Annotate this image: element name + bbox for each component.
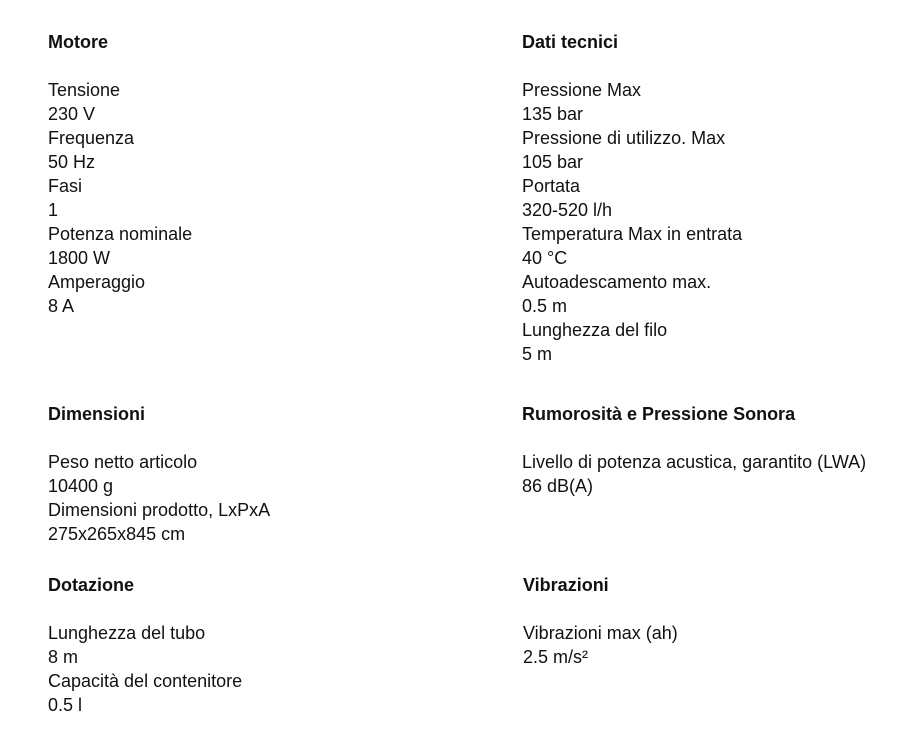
spec-value: 230 V (48, 104, 96, 124)
spec-value: 8 A (48, 296, 75, 316)
section-title-dati-tecnici: Dati tecnici (522, 32, 619, 52)
section-motore (48, 30, 448, 318)
spec-value: 1800 W (48, 248, 111, 268)
spec-row (522, 174, 922, 222)
spec-value: 50 Hz (48, 152, 96, 172)
spec-list-dotazione (48, 621, 448, 717)
section-title-dotazione: Dotazione (48, 575, 135, 595)
spec-value: 320-520 l/h (522, 200, 613, 220)
spec-row (522, 126, 922, 174)
spec-row (48, 222, 448, 270)
spec-row (522, 318, 922, 366)
spec-list-rumorosita (522, 450, 922, 498)
spec-row (522, 222, 922, 270)
spec-value: 0.5 m (522, 296, 568, 316)
section-dati-tecnici (522, 30, 922, 366)
spec-row (48, 621, 448, 669)
spec-label: Portata (522, 176, 581, 196)
spec-row (48, 78, 448, 126)
section-dotazione (48, 573, 448, 717)
spec-label: Potenza nominale (48, 224, 193, 244)
spec-label: Autoadescamento max. (522, 272, 712, 292)
spec-label: Frequenza (48, 128, 135, 148)
spec-value: 5 m (522, 344, 553, 364)
spec-label: Pressione di utilizzo. Max (522, 128, 726, 148)
spec-value: 0.5 l (48, 695, 83, 715)
spec-label: Vibrazioni max (ah) (523, 623, 678, 643)
spec-label: Fasi (48, 176, 83, 196)
spec-label: Lunghezza del filo (522, 320, 668, 340)
section-title-dimensioni: Dimensioni (48, 404, 146, 424)
spec-row (523, 621, 923, 669)
spec-list-motore (48, 78, 448, 318)
section-title-rumorosita: Rumorosità e Pressione Sonora (522, 404, 796, 424)
spec-row (48, 174, 448, 222)
spec-value: 1 (48, 200, 59, 220)
spec-row (48, 270, 448, 318)
spec-list-dimensioni (48, 450, 448, 546)
spec-list-dati-tecnici (522, 78, 922, 366)
spec-row (522, 270, 922, 318)
spec-value: 86 dB(A) (522, 476, 594, 496)
section-dimensioni (48, 402, 448, 546)
spec-value: 275x265x845 cm (48, 524, 186, 544)
spec-value: 2.5 m/s² (523, 647, 589, 667)
spec-label: Amperaggio (48, 272, 146, 292)
section-title-vibrazioni: Vibrazioni (523, 575, 609, 595)
spec-label: Livello di potenza acustica, garantito (LWA) (522, 452, 867, 472)
spec-value: 135 bar (522, 104, 584, 124)
spec-label: Capacità del contenitore (48, 671, 243, 691)
spec-row (48, 669, 448, 717)
spec-row (522, 450, 922, 498)
spec-value: 8 m (48, 647, 79, 667)
spec-label: Dimensioni prodotto, LxPxA (48, 500, 271, 520)
section-rumorosita (522, 402, 922, 498)
section-title-motore: Motore (48, 32, 108, 52)
spec-row (48, 450, 448, 498)
spec-row (48, 498, 448, 546)
spec-label: Temperatura Max in entrata (522, 224, 743, 244)
spec-value: 10400 g (48, 476, 114, 496)
spec-label: Pressione Max (522, 80, 642, 100)
spec-label: Peso netto articolo (48, 452, 198, 472)
spec-row (522, 78, 922, 126)
spec-value: 40 °C (522, 248, 568, 268)
spec-value: 105 bar (522, 152, 584, 172)
spec-label: Tensione (48, 80, 121, 100)
spec-list-vibrazioni (523, 621, 923, 669)
section-vibrazioni (523, 573, 923, 669)
spec-row (48, 126, 448, 174)
spec-label: Lunghezza del tubo (48, 623, 206, 643)
